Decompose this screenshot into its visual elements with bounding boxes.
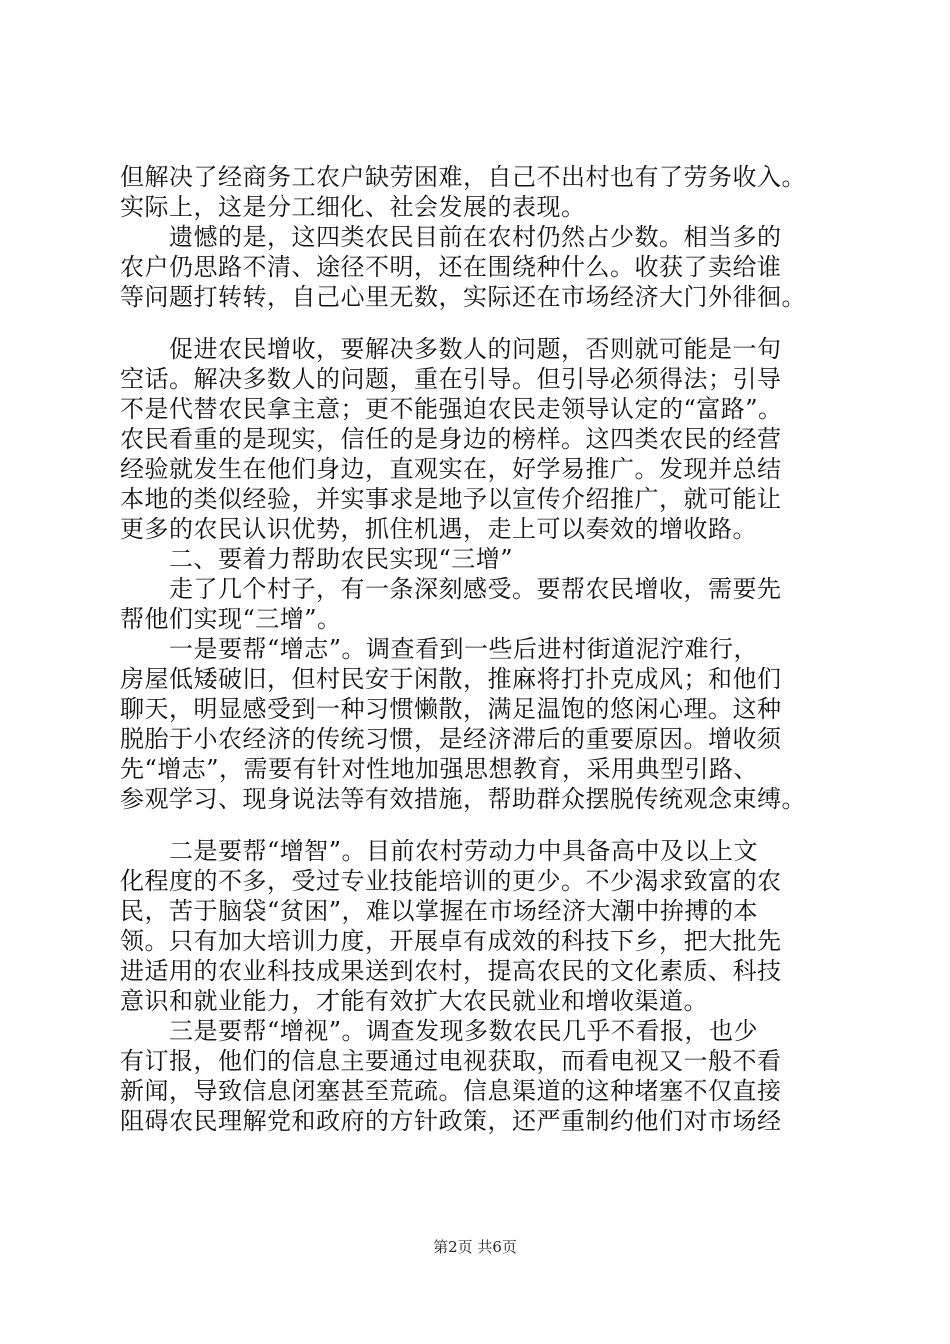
text-line: 先“增志”，需要有针对性地加强思想教育，采用典型引路、	[120, 755, 759, 783]
text-line: 脱胎于小农经济的传统习惯，是经济滞后的重要原因。增收须	[120, 725, 782, 753]
text-line: 进适用的农业科技成果送到农村，提高农民的文化素质、科技	[120, 957, 782, 985]
text-line: 二是要帮“增智”。目前农村劳动力中具备高中及以上文	[120, 837, 759, 865]
text-line: 参观学习、现身说法等有效措施，帮助群众摆脱传统观念束缚。	[120, 785, 806, 813]
text-line: 等问题打转转，自己心里无数，实际还在市场经济大门外徘徊。	[120, 283, 806, 311]
paragraph-gap	[120, 312, 840, 334]
text-line: 聊天，明显感受到一种习惯懒散，满足温饱的悠闲心理。这种	[120, 695, 782, 723]
text-line: 不是代替农民拿主意；更不能强迫农民走领导认定的“富路”。	[120, 395, 783, 423]
paragraph-gap	[120, 814, 840, 836]
text-line: 遗憾的是，这四类农民目前在农村仍然占少数。相当多的	[120, 223, 782, 251]
text-line: 空话。解决多数人的问题，重在引导。但引导必须得法；引导	[120, 365, 782, 393]
text-line: 阻碍农民理解党和政府的方针政策，还严重制约他们对市场经	[120, 1107, 782, 1135]
text-line: 二、要着力帮助农民实现“三增”	[120, 545, 514, 573]
text-line: 帮他们实现“三增”。	[120, 605, 342, 633]
page-footer: 第2页 共6页	[433, 1238, 517, 1256]
text-line: 经验就发生在他们身边，直观实在，好学易推广。发现并总结	[120, 455, 782, 483]
text-line: 三是要帮“增视”。调查发现多数农民几乎不看报，也少	[120, 1017, 759, 1045]
text-line: 实际上，这是分工细化、社会发展的表现。	[120, 193, 586, 221]
text-line: 一是要帮“增志”。调查看到一些后进村街道泥泞难行，	[120, 635, 759, 663]
text-line: 但解决了经商务工农户缺劳困难，自己不出村也有了劳务收入。	[120, 163, 806, 191]
text-line: 化程度的不多，受过专业技能培训的更少。不少渴求致富的农	[120, 867, 782, 895]
text-line: 房屋低矮破旧，但村民安于闲散，推麻将打扑克成风；和他们	[120, 665, 782, 693]
text-line: 有订报，他们的信息主要通过电视获取，而看电视又一般不看	[120, 1047, 782, 1075]
text-line: 意识和就业能力，才能有效扩大农民就业和增收渠道。	[120, 987, 708, 1015]
text-line: 促进农民增收，要解决多数人的问题，否则就可能是一句	[120, 335, 782, 363]
text-line: 走了几个村子，有一条深刻感受。要帮农民增收，需要先	[120, 575, 782, 603]
text-line: 民，苦于脑袋“贫困”，难以掌握在市场经济大潮中拚搏的本	[120, 897, 759, 925]
text-line: 农民看重的是现实，信任的是身边的榜样。这四类农民的经营	[120, 425, 782, 453]
text-line: 本地的类似经验，并实事求是地予以宣传介绍推广，就可能让	[120, 485, 782, 513]
text-line: 新闻，导致信息闭塞甚至荒疏。信息渠道的这种堵塞不仅直接	[120, 1077, 782, 1105]
text-line: 领。只有加大培训力度，开展卓有成效的科技下乡，把大批先	[120, 927, 782, 955]
document-body	[120, 162, 840, 1136]
text-line: 农户仍思路不清、途径不明，还在围绕种什么。收获了卖给谁	[120, 253, 782, 281]
text-line: 更多的农民认识优势，抓住机遇，走上可以奏效的增收路。	[120, 515, 757, 543]
